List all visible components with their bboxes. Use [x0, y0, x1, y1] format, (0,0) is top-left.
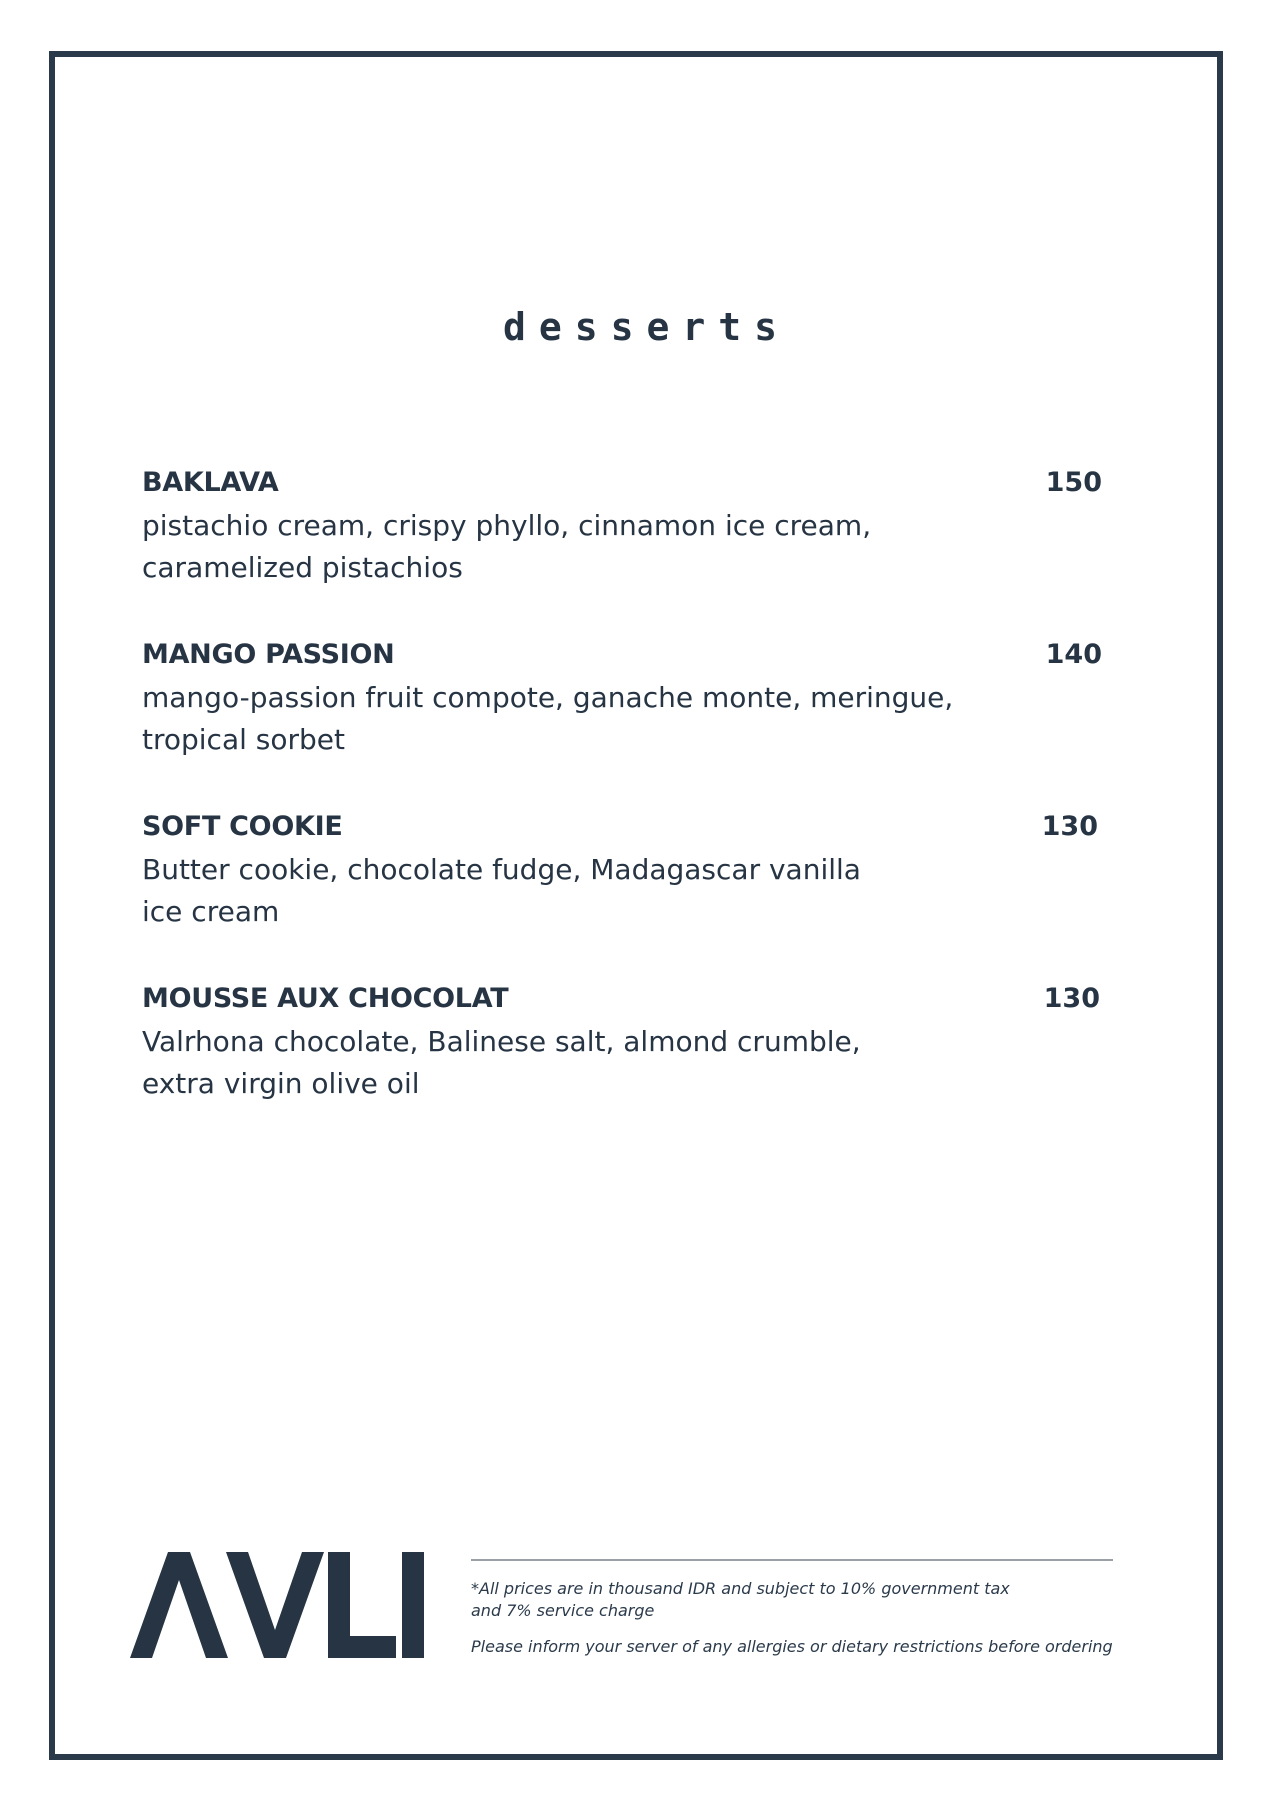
item-description: [142, 677, 1022, 761]
item-description: [142, 505, 1022, 589]
footer-divider: [471, 1559, 1113, 1561]
item-description-line: caramelized pistachios: [142, 551, 463, 584]
menu-title: desserts: [502, 305, 791, 349]
item-description-line: extra virgin olive oil: [142, 1067, 420, 1100]
item-name: SOFT COOKIE: [142, 811, 343, 842]
item-description-line: mango-passion fruit compote, ganache monte, meringue,: [142, 681, 954, 714]
item-name: MANGO PASSION: [142, 639, 395, 670]
item-price: 150: [1045, 467, 1102, 498]
item-description-line: Butter cookie, chocolate fudge, Madagascar vanilla: [142, 853, 861, 886]
item-description-line: Valrhona chocolate, Balinese salt, almond crumble,: [142, 1025, 861, 1058]
item-description-line: ice cream: [142, 895, 280, 928]
menu-item-soft-cookie: [142, 807, 1102, 933]
item-name: BAKLAVA: [142, 467, 279, 498]
item-description-line: pistachio cream, crispy phyllo, cinnamon ice cream,: [142, 509, 872, 542]
item-name: MOUSSE AUX CHOCOLAT: [142, 983, 509, 1014]
avli-logo: [130, 1550, 426, 1660]
menu-item-mango-passion: [142, 635, 1102, 761]
item-price: 130: [1041, 811, 1098, 842]
allergy-note: Please inform your server of any allergies or dietary restrictions before ordering: [471, 1637, 1113, 1656]
menu-item-mousse-aux-chocolat: [142, 979, 1102, 1105]
item-description: [142, 849, 1022, 933]
tax-note-line: *All prices are in thousand IDR and subject to 10% government tax: [471, 1579, 1010, 1598]
tax-note-line: and 7% service charge: [471, 1601, 655, 1620]
item-price: 130: [1043, 983, 1100, 1014]
item-price: 140: [1045, 639, 1102, 670]
item-description-line: tropical sorbet: [142, 723, 345, 756]
tax-note: [471, 1578, 1121, 1622]
item-description: [142, 1021, 1022, 1105]
menu-item-baklava: [142, 463, 1102, 589]
